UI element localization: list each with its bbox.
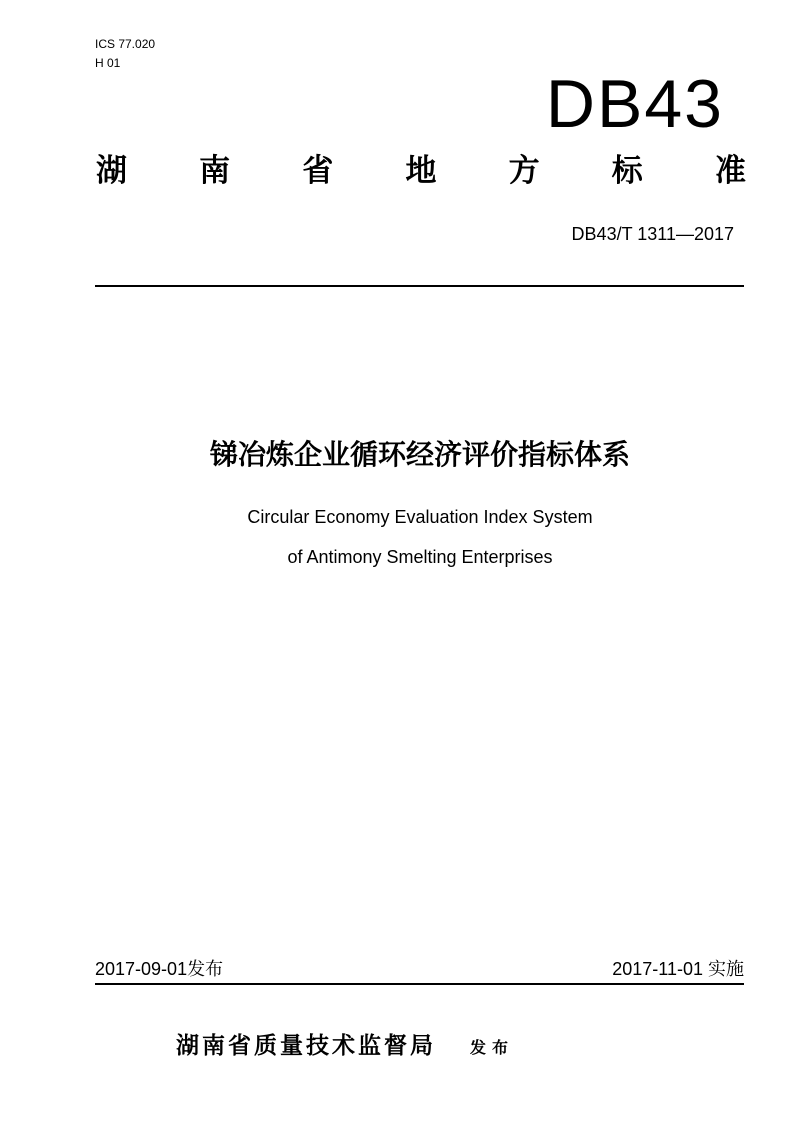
title-chinese: 锑冶炼企业循环经济评价指标体系 <box>209 438 630 471</box>
title-english-line-1: Circular Economy Evaluation Index System <box>247 507 593 527</box>
footer-divider <box>95 983 744 985</box>
standard-code: DB43/T 1311—2017 <box>571 224 734 244</box>
title-english-line-2: of Antimony Smelting Enterprises <box>287 547 553 567</box>
ccs-code: H 01 <box>95 56 121 70</box>
standard-type-char: 标 <box>611 153 643 189</box>
issue-word: 发布 <box>470 1038 515 1057</box>
ics-code: ICS 77.020 <box>95 37 156 51</box>
issuer-name: 湖南省质量技术监督局 <box>176 1033 436 1059</box>
standard-type-char: 南 <box>199 153 231 189</box>
header-divider <box>95 285 744 287</box>
standard-type <box>96 149 746 193</box>
standard-type-char: 省 <box>302 153 334 189</box>
standard-type-char: 准 <box>714 153 746 189</box>
standard-type-char: 湖 <box>96 153 127 189</box>
standard-type-char: 地 <box>405 153 437 189</box>
standard-mark: DB43 <box>545 66 724 142</box>
implement-date: 2017-11-01 实施 <box>612 959 744 979</box>
issuer-row <box>176 1030 514 1062</box>
standard-type-char: 方 <box>508 153 540 189</box>
publish-date: 2017-09-01发布 <box>95 959 224 979</box>
